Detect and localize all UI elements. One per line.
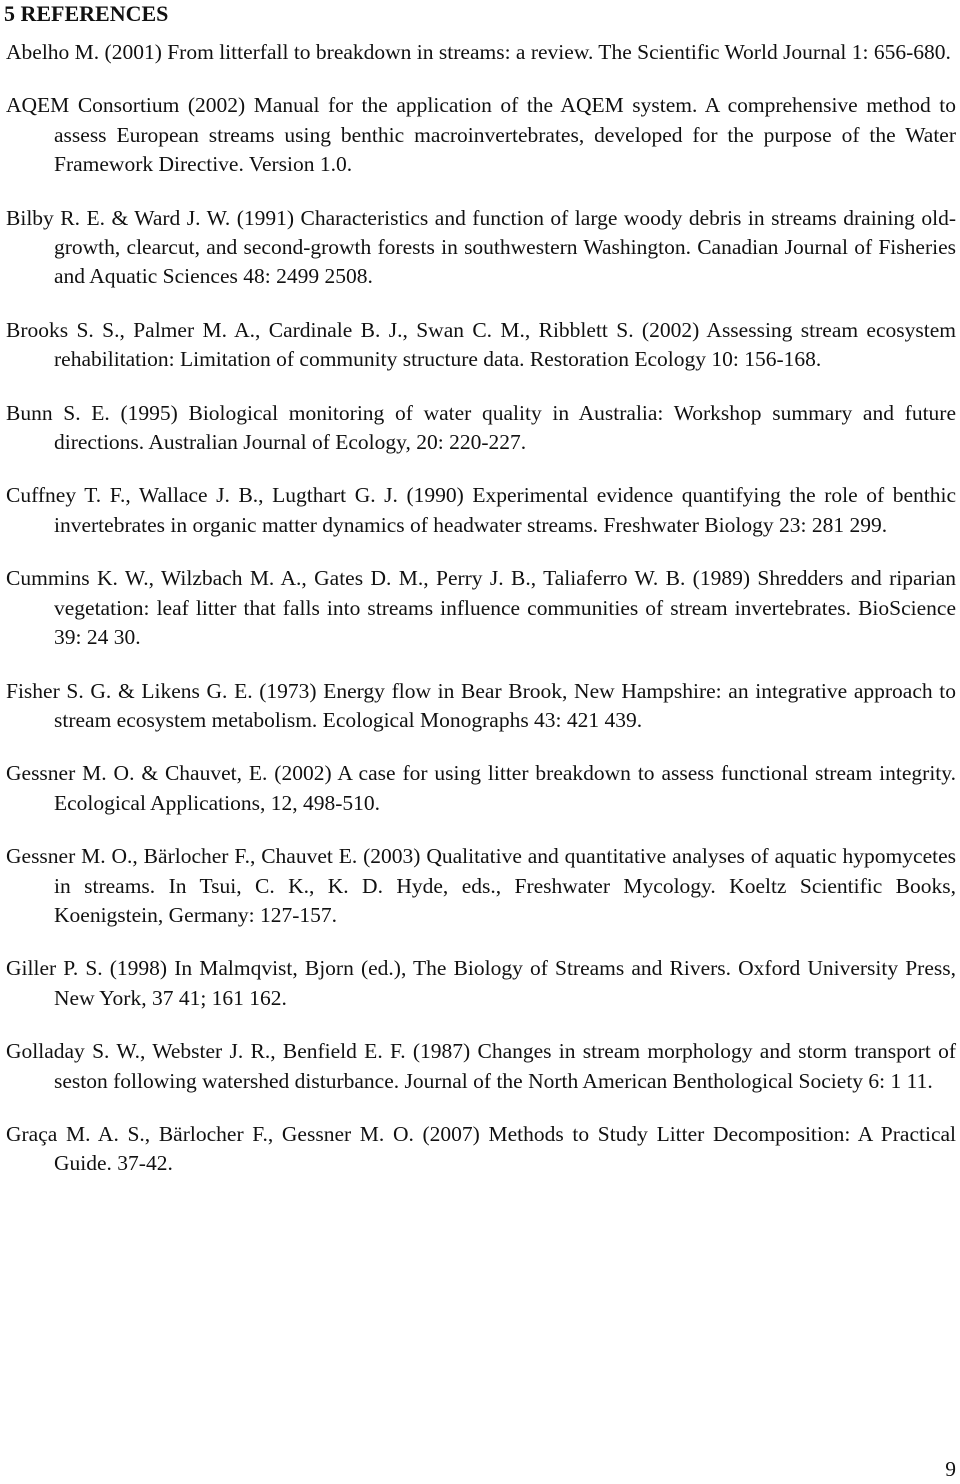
reference-item: Gessner M. O., Bärlocher F., Chauvet E. (2003) Qualitative and quantitative analyses of aquatic hypomycetes in streams. In Tsui, C. K., K. D. Hyde, eds., Freshwater Mycology. Koeltz Scientific Books, Koenigstein, Germany: 127-157. <box>6 844 956 927</box>
reference-item: Bunn S. E. (1995) Biological monitoring of water quality in Australia: Workshop summary and future directions. Australian Journal of Ecology, 20: 220-227. <box>6 400 956 455</box>
section-heading: 5 REFERENCES <box>4 1 169 26</box>
reference-item: Giller P. S. (1998) In Malmqvist, Bjorn (ed.), The Biology of Streams and Rivers. Oxford University Press, New York, 37 41; 161 162. <box>6 956 956 1010</box>
reference-item: Cuffney T. F., Wallace J. B., Lugthart G. J. (1990) Experimental evidence quantifying the role of benthic invertebrates in organic matter dynamics of headwater streams. Freshwater Biology 23: 281 299. <box>6 483 956 537</box>
reference-item: AQEM Consortium (2002) Manual for the application of the AQEM system. A comprehensive method to assess European streams using benthic macroinvertebrates, developed for the purpose of the Water Framework Directive. Version 1.0. <box>6 93 956 177</box>
reference-list <box>6 38 956 1203</box>
reference-item: Graça M. A. S., Bärlocher F., Gessner M. O. (2007) Methods to Study Litter Decomposition: A Practical Guide. 37-42. <box>6 1121 956 1176</box>
reference-item: Fisher S. G. & Likens G. E. (1973) Energy flow in Bear Brook, New Hampshire: an integrative approach to stream ecosystem metabolism. Ecological Monographs 43: 421 439. <box>6 678 956 732</box>
reference-item: Brooks S. S., Palmer M. A., Cardinale B. J., Swan C. M., Ribblett S. (2002) Assessing stream ecosystem rehabilitation: Limitation of community structure data. Restoration Ecology 10: 156-168. <box>6 317 956 372</box>
page-number: 9 <box>945 1457 956 1481</box>
reference-item: Gessner M. O. & Chauvet, E. (2002) A case for using litter breakdown to assess functional stream integrity. Ecological Applications, 12, 498-510. <box>6 761 956 815</box>
reference-item: Golladay S. W., Webster J. R., Benfield E. F. (1987) Changes in stream morphology and storm transport of seston following watershed disturbance. Journal of the North American Benthological Society 6: 1 11. <box>6 1039 956 1093</box>
reference-item: Abelho M. (2001) From litterfall to breakdown in streams: a review. The Scientific World Journal 1: 656-680. <box>6 40 951 64</box>
reference-item: Cummins K. W., Wilzbach M. A., Gates D. M., Perry J. B., Taliaferro W. B. (1989) Shredders and riparian vegetation: leaf litter that falls into streams influence communities of stream invertebrates. BioScience 39: 24 30. <box>6 566 956 650</box>
reference-item: Bilby R. E. & Ward J. W. (1991) Characteristics and function of large woody debris in streams draining old-growth, clearcut, and second-growth forests in southwestern Washington. Canadian Journal of Fisheries and Aquatic Sciences 48: 2499 2508. <box>6 205 956 289</box>
